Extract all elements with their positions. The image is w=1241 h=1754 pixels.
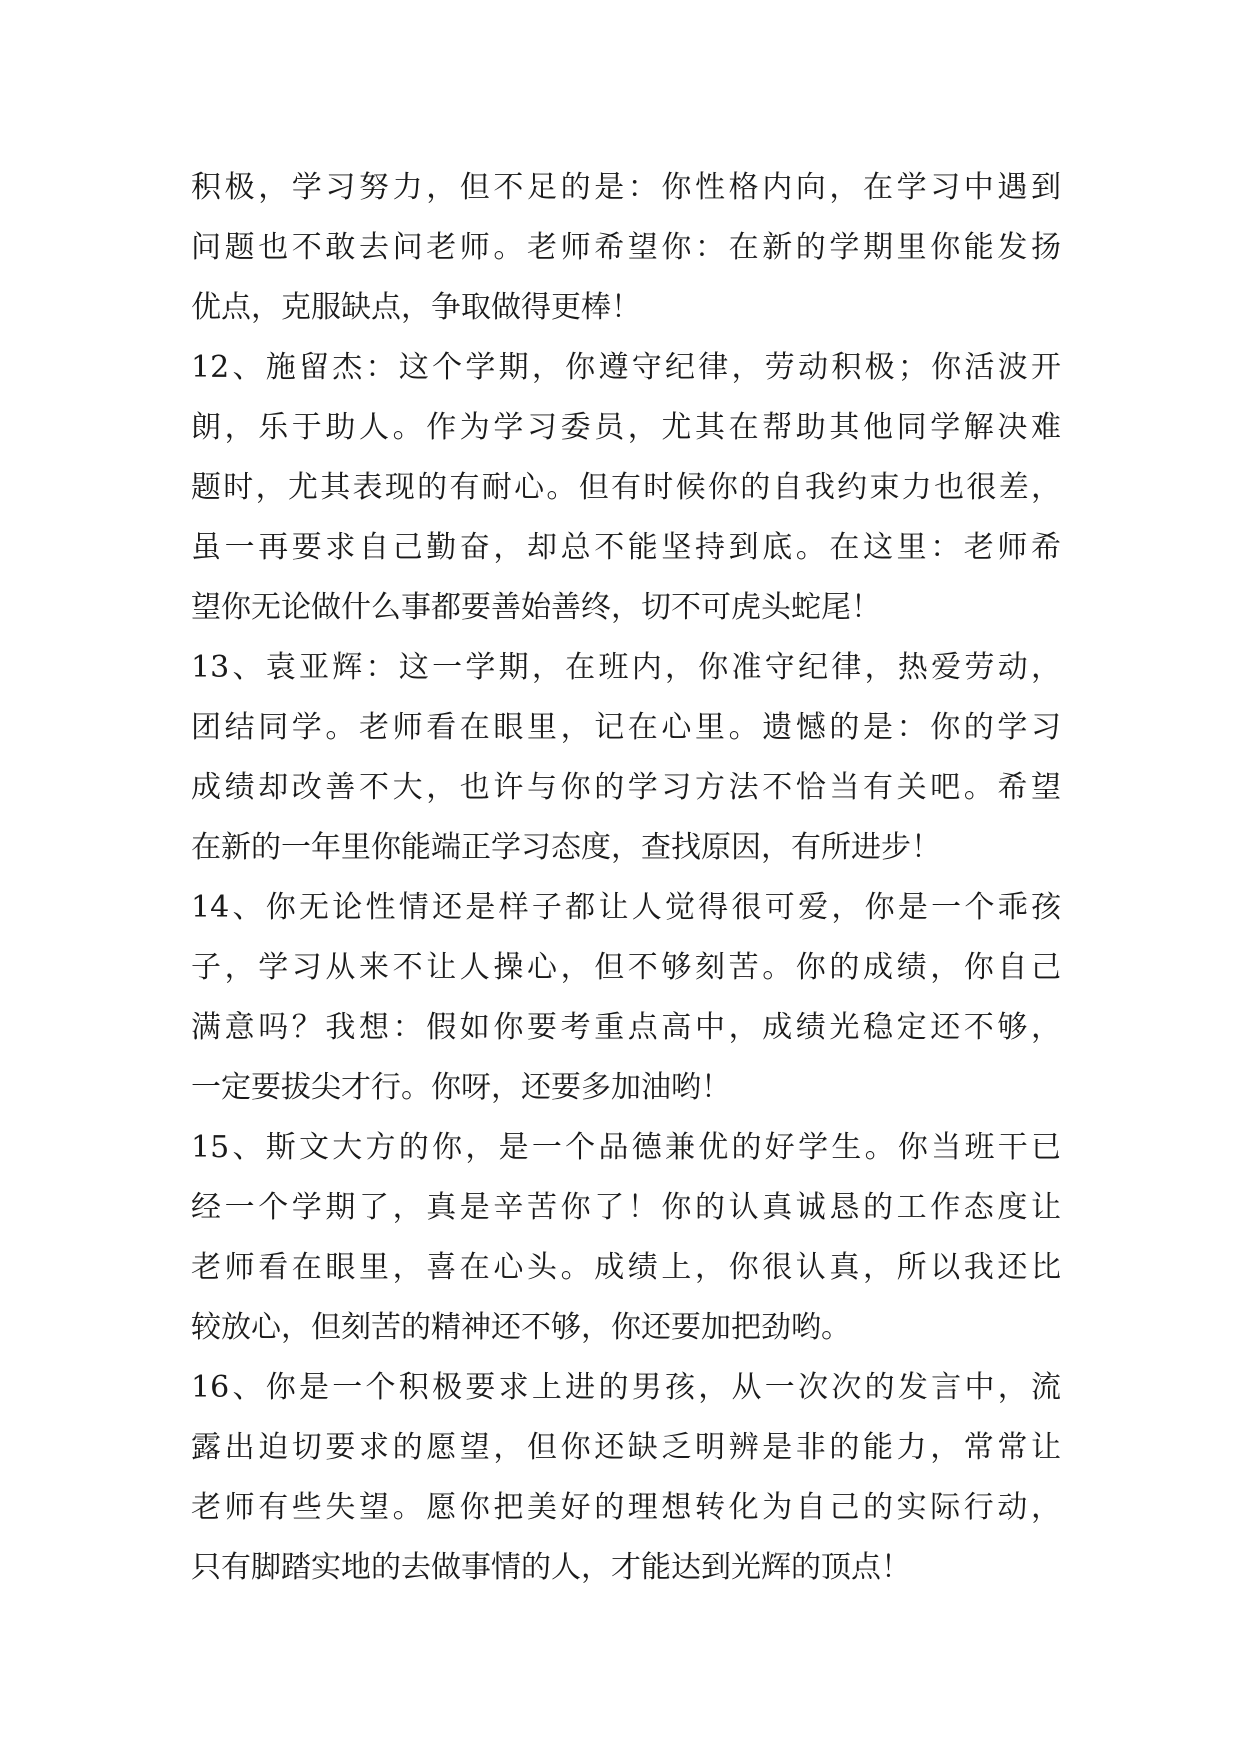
text-line: 经一个学期了，真是辛苦你了！你的认真诚恳的工作态度让 (191, 1190, 1061, 1225)
text-line: 题时，尤其表现的有耐心。但有时候你的自我约束力也很差， (191, 470, 1061, 505)
text-line: 积极，学习努力，但不足的是：你性格内向，在学习中遇到 (191, 170, 1061, 205)
text-line: 朗，乐于助人。作为学习委员，尤其在帮助其他同学解决难 (191, 410, 1061, 445)
text-line: 15、斯文大方的你，是一个品德兼优的好学生。你当班干已 (191, 1130, 1061, 1165)
text-line: 老师有些失望。愿你把美好的理想转化为自己的实际行动， (191, 1490, 1061, 1525)
text-line: 露出迫切要求的愿望，但你还缺乏明辨是非的能力，常常让 (191, 1430, 1061, 1465)
text-line: 12、施留杰：这个学期，你遵守纪律，劳动积极；你活波开 (191, 350, 1061, 385)
text-line: 较放心，但刻苦的精神还不够，你还要加把劲哟。 (191, 1310, 851, 1345)
text-line: 满意吗？我想：假如你要考重点高中，成绩光稳定还不够， (191, 1010, 1061, 1045)
text-line: 只有脚踏实地的去做事情的人，才能达到光辉的顶点！ (191, 1550, 911, 1585)
text-line: 问题也不敢去问老师。老师希望你：在新的学期里你能发扬 (191, 230, 1061, 265)
text-line: 成绩却改善不大，也许与你的学习方法不恰当有关吧。希望 (191, 770, 1061, 805)
text-line: 团结同学。老师看在眼里，记在心里。遗憾的是：你的学习 (191, 710, 1061, 745)
text-line: 子，学习从来不让人操心，但不够刻苦。你的成绩，你自己 (191, 950, 1061, 985)
text-line: 优点，克服缺点，争取做得更棒！ (191, 290, 641, 325)
text-line: 老师看在眼里，喜在心头。成绩上，你很认真，所以我还比 (191, 1250, 1061, 1285)
text-line: 一定要拔尖才行。你呀，还要多加油哟！ (191, 1070, 731, 1105)
text-line: 虽一再要求自己勤奋，却总不能坚持到底。在这里：老师希 (191, 530, 1061, 565)
text-line: 在新的一年里你能端正学习态度，查找原因，有所进步！ (191, 830, 941, 865)
text-line: 13、袁亚辉：这一学期，在班内，你准守纪律，热爱劳动， (191, 650, 1061, 685)
text-line: 14、你无论性情还是样子都让人觉得很可爱，你是一个乖孩 (191, 890, 1061, 925)
body-text (191, 158, 1061, 1598)
text-line: 望你无论做什么事都要善始善终，切不可虎头蛇尾！ (191, 590, 881, 625)
text-line: 16、你是一个积极要求上进的男孩，从一次次的发言中，流 (191, 1370, 1061, 1405)
